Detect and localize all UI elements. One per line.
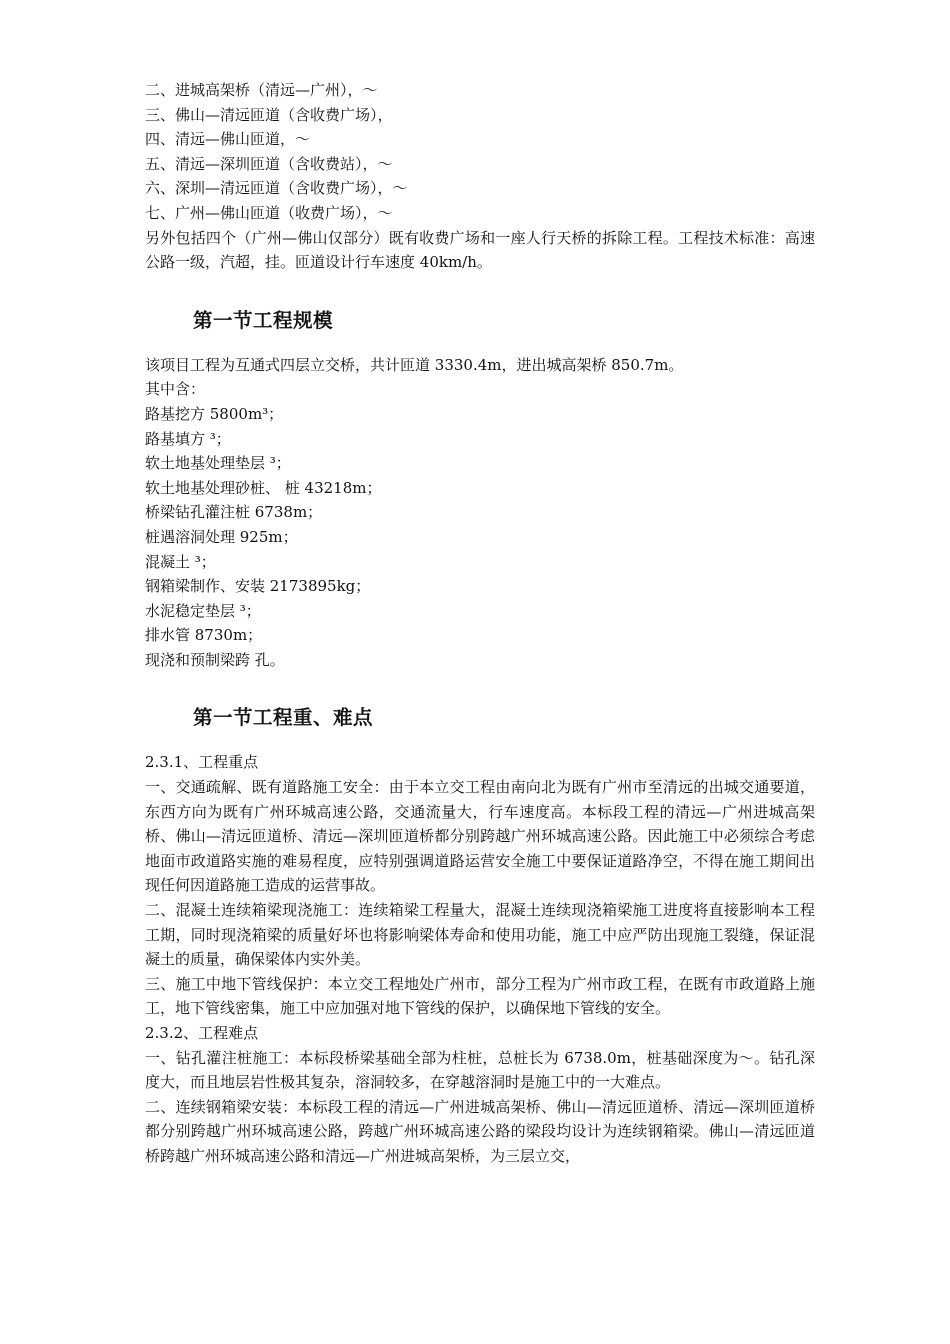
list-item: 现浇和预制梁跨 孔。 [145,650,285,669]
scale-items-list [145,377,815,672]
list-item: 软土地基处理砂桩、 桩 43218m； [145,478,382,497]
list-item: 软土地基处理垫层 ³； [145,454,291,473]
section-heading-scale: 第一节工程规模 [193,308,334,332]
difficult-point-paragraph: 二、连续钢箱梁安装：本标段工程的清远—广州进城高架桥、佛山—清远匝道桥、清远—深圳匝道桥都分别跨越广州环城高速公路，跨越广州环城高速公路的梁段均设计为连续钢箱梁。佛山—清远匝道桥跨越广州环城高速公路和清远—广州进城高架桥，为三层立交， [145,1097,815,1165]
subsection-title-difficult-points: 2.3.2、工程难点 [145,1024,259,1042]
section-heading-difficulties: 第一节工程重、难点 [193,706,374,730]
intro-list [145,78,815,226]
list-item: 路基填方 ³； [145,429,231,448]
list-item: 桥梁钻孔灌注桩 6738m； [145,503,323,522]
scale-summary: 该项目工程为互通式四层立交桥，共计匝道 3330.4m，进出城高架桥 850.7m。 [145,355,684,374]
list-item: 排水管 8730m； [145,626,263,645]
list-item: 三、佛山—清远匝道（含收费广场）， [145,105,393,124]
intro-paragraph: 另外包括四个（广州—佛山仅部分）既有收费广场和一座人行天桥的拆除工程。工程技术标准：高速公路一级，汽超，挂。匝道设计行车速度 40km/h。 [145,228,815,272]
list-item: 其中含： [145,380,206,399]
key-point-paragraph: 三、施工中地下管线保护：本立交工程地处广州市，部分工程为广州市政工程，在既有市政道路上施工，地下管线密集，施工中应加强对地下管线的保护，以确保地下管线的安全。 [145,974,815,1018]
key-point-paragraph: 一、交通疏解、既有道路施工安全：由于本立交工程由南向北为既有广州市至清远的出城交通要道，东西方向为既有广州环城高速公路，交通流量大，行车速度高。本标段工程的清远—广州进城高架桥、佛山—清远匝道桥、清远—深圳匝道桥都分别跨越广州环城高速公路。因此施工中必须综合考虑地面市政道路实施的难易程度，应特别强调道路运营安全施工中要保证道路净空，不得在施工期间出现任何因道路施工造成的运营事故。 [145,778,815,895]
list-item: 水泥稳定垫层 ³； [145,601,261,620]
key-point-paragraph: 二、混凝土连续箱梁现浇施工：连续箱梁工程量大，混凝土连续现浇箱梁施工进度将直接影响本工程工期，同时现浇箱梁的质量好坏也将影响梁体寿命和使用功能，施工中应严防出现施工裂缝，保证混凝土的质量，确保梁体内实外美。 [145,901,815,969]
list-item: 二、进城高架桥（清远—广州），～ [145,81,378,99]
list-item: 桩遇溶洞处理 925m； [145,527,298,546]
list-item: 四、清远—佛山匝道，～ [145,130,311,149]
difficult-point-paragraph: 一、钻孔灌注桩施工：本标段桥梁基础全部为柱桩，总桩长为 6738.0m，桩基础深度为～。钻孔深度大，而且地层岩性极其复杂，溶洞较多，在穿越溶洞时是施工中的一大难点。 [145,1048,815,1092]
list-item: 七、广州—佛山匝道（收费广场），～ [145,203,393,222]
list-item: 混凝土 ³； [145,552,216,571]
document-page [145,78,815,1169]
subsection-title-key-points: 2.3.1、工程重点 [145,753,259,772]
list-item: 钢箱梁制作、安装 2173895kg； [145,577,371,596]
list-item: 路基挖方 5800m³； [145,404,284,423]
list-item: 六、深圳—清远匝道（含收费广场），～ [145,179,408,198]
list-item: 五、清远—深圳匝道（含收费站），～ [145,154,393,173]
